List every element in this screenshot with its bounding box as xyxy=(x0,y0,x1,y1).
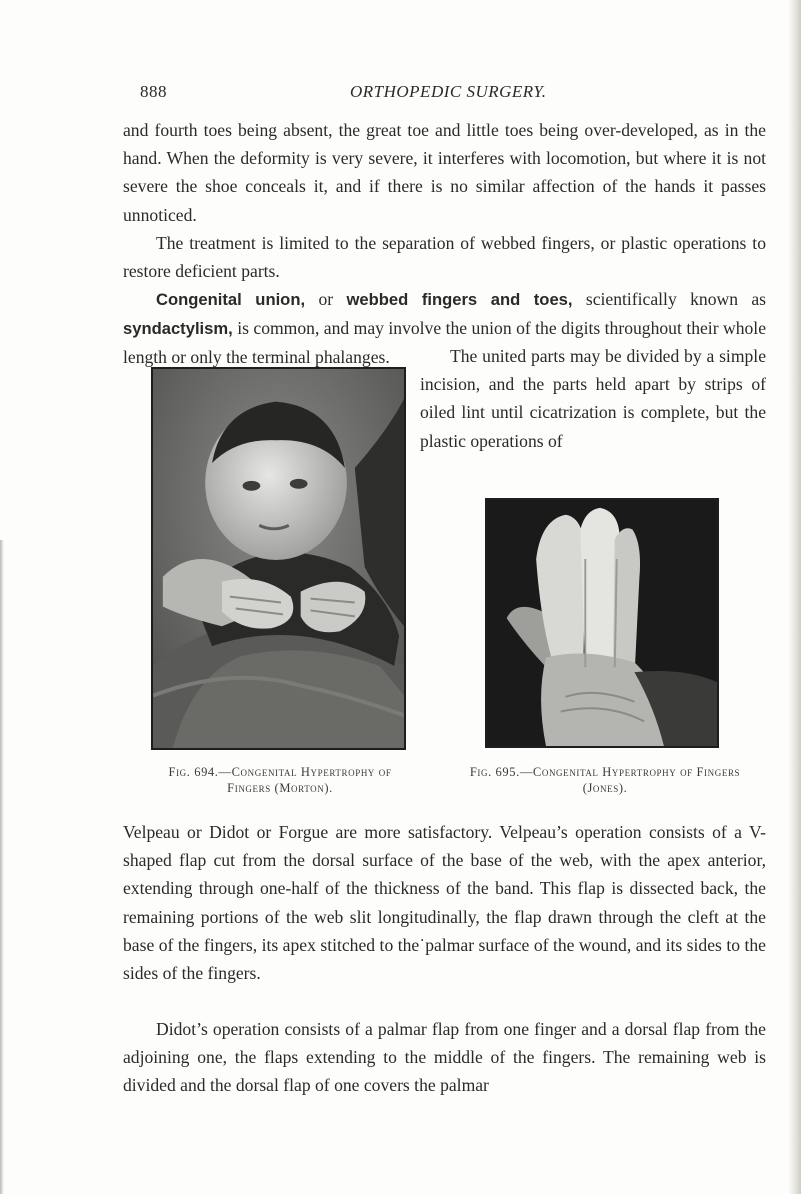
paragraph-4: The united parts may be divided by a simple incision, and the parts held apart by strips of oiled lint until cicatrization is complete, but the plastic operations of xyxy=(420,346,766,451)
child-photograph xyxy=(153,369,404,748)
figure-694-caption-line-2: Fingers (Morton). xyxy=(227,781,333,795)
figure-695-photo xyxy=(485,498,719,748)
page-number: 888 xyxy=(140,82,167,101)
running-head xyxy=(140,82,680,104)
paragraph-6: Didot’s operation consists of a palmar flap from one finger and a dorsal flap from the adjoining one, the flaps extending to the middle of the fingers. The remaining web is divided and the dorsal flap of one covers the palmar xyxy=(123,1019,766,1096)
term-congenital-union: Congenital union, xyxy=(156,290,306,309)
paragraph-3-text-2: is common, and may involve the union of the digits throughout their whole length or only the terminal phalanges. xyxy=(123,318,766,368)
hand-photograph xyxy=(487,500,717,746)
figure-694-photo xyxy=(151,367,406,750)
figure-695-caption-line-1: Fig. 695.—Congenital Hypertrophy of Fingers xyxy=(469,765,741,779)
term-syndactylism: syndactylism, xyxy=(123,319,233,339)
binding-shadow xyxy=(0,540,4,1194)
paragraph-3-text-1: scientifically known as xyxy=(572,289,767,309)
running-title: ORTHOPEDIC SURGERY. xyxy=(350,82,547,101)
figure-695-caption-line-2: (Jones). xyxy=(582,781,628,795)
term-webbed-fingers: webbed fingers and toes, xyxy=(346,290,573,309)
paragraph-3-connector: or xyxy=(305,289,347,309)
figure-695-caption xyxy=(444,764,766,796)
figure-694-caption-line-1: Fig. 694.—Congenital Hypertrophy of xyxy=(168,765,392,779)
paragraph-1: and fourth toes being absent, the great toe and little toes being over-developed, as in the hand. When the deformity is very severe, it interferes with locomotion, but where it is not severe the shoe conceals it, and if there is no similar affection of the hands it passes unnoticed. xyxy=(123,120,766,225)
figure-694-caption xyxy=(140,764,420,796)
page-edge-shadow xyxy=(788,0,801,1194)
paragraph-2: The treatment is limited to the separation of webbed fingers, or plastic operations to restore deficient parts. xyxy=(123,233,766,282)
paragraph-5: Velpeau or Didot or Forgue are more satisfactory. Velpeau’s operation consists of a V-shaped flap cut from the dorsal surface of the base of the web, with the apex anterior, extending through one-half of the thickness of the band. This flap is dissected back, the remaining portions of the web slit longitudinally, the flap drawn through the cleft at the base of the fingers, its apex stitched to the˙palmar surface of the wound, and its sides to the sides of the fingers. xyxy=(123,822,766,984)
